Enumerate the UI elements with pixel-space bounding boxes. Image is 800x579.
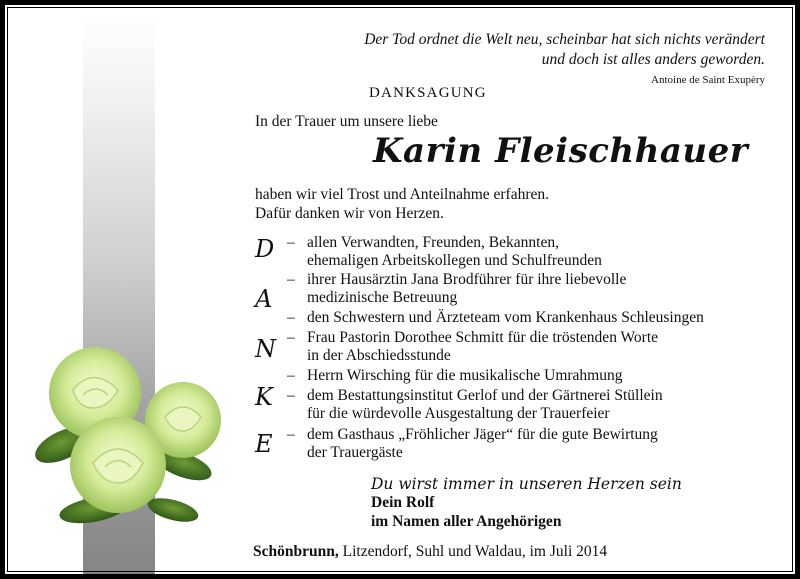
- list-item: [287, 271, 626, 307]
- closing-script-line: Du wirst immer in unseren Herzen sein: [371, 475, 682, 493]
- heading-danksagung: DANKSAGUNG: [369, 85, 487, 101]
- list-dash: –: [287, 234, 295, 251]
- list-item-line: den Schwestern und Ärzteteam vom Krankenhaus Schleusingen: [307, 309, 704, 326]
- danke-letter-d: D: [255, 235, 275, 263]
- list-dash: –: [287, 271, 295, 288]
- list-item-line: dem Bestattungsinstitut Gerlof und der Gärtnerei Stüllein: [307, 387, 663, 404]
- list-item-line: ihrer Hausärztin Jana Brodführer für ihre liebevolle: [307, 271, 627, 288]
- list-item-line: dem Gasthaus „Fröhlicher Jäger“ für die gute Bewirtung: [307, 426, 658, 443]
- list-item-line: ehemaligen Arbeitskollegen und Schulfreunden: [307, 252, 602, 269]
- list-item-line: für die würdevolle Ausgestaltung der Trauerfeier: [307, 405, 610, 422]
- danke-letter-a: A: [255, 285, 273, 313]
- danke-letter-e: E: [255, 430, 273, 458]
- epigraph-quote: [364, 30, 765, 88]
- signature-line-2: im Namen aller Angehörigen: [371, 513, 562, 530]
- list-item: [287, 329, 658, 365]
- list-item: [287, 234, 602, 270]
- quote-author: Antoine de Saint Exupèry: [651, 74, 765, 86]
- quote-line-1: Der Tod ordnet die Welt neu, scheinbar hat sich nichts verändert: [364, 31, 765, 48]
- footer-place: Schönbrunn,: [253, 543, 339, 560]
- list-item: [287, 309, 704, 327]
- list-dash: –: [287, 329, 295, 346]
- list-dash: –: [287, 426, 295, 443]
- list-dash: –: [287, 309, 295, 326]
- intro-text: In der Trauer um unsere liebe: [255, 113, 438, 130]
- list-item-line: medizinische Betreuung: [307, 289, 458, 306]
- list-item: [287, 367, 622, 385]
- roses-image: [23, 345, 233, 535]
- footer-line: [253, 542, 607, 561]
- danke-letter-k: K: [255, 383, 273, 411]
- list-item-line: der Trauergäste: [307, 444, 403, 461]
- danke-letter-n: N: [255, 335, 276, 363]
- list-item-line: Frau Pastorin Dorothee Schmitt für die tröstenden Worte: [307, 329, 659, 346]
- deceased-name: Karin Fleischhauer: [373, 131, 749, 171]
- list-item: [287, 426, 658, 462]
- list-dash: –: [287, 387, 295, 404]
- thanks-line-1: haben wir viel Trost und Anteilnahme erfahren.: [255, 186, 550, 203]
- list-item-line: in der Abschiedsstunde: [307, 347, 451, 364]
- list-dash: –: [287, 367, 295, 384]
- list-item-line: Herrn Wirsching für die musikalische Umrahmung: [307, 367, 623, 384]
- footer-rest: Litzendorf, Suhl und Waldau, im Juli 2014: [338, 543, 608, 560]
- signature-line-1: Dein Rolf: [371, 494, 435, 511]
- list-item: [287, 387, 663, 423]
- list-item-line: allen Verwandten, Freunden, Bekannten,: [307, 234, 559, 251]
- quote-line-2: und doch ist alles anders geworden.: [541, 51, 765, 68]
- thanks-line-2: Dafür danken wir von Herzen.: [255, 205, 444, 222]
